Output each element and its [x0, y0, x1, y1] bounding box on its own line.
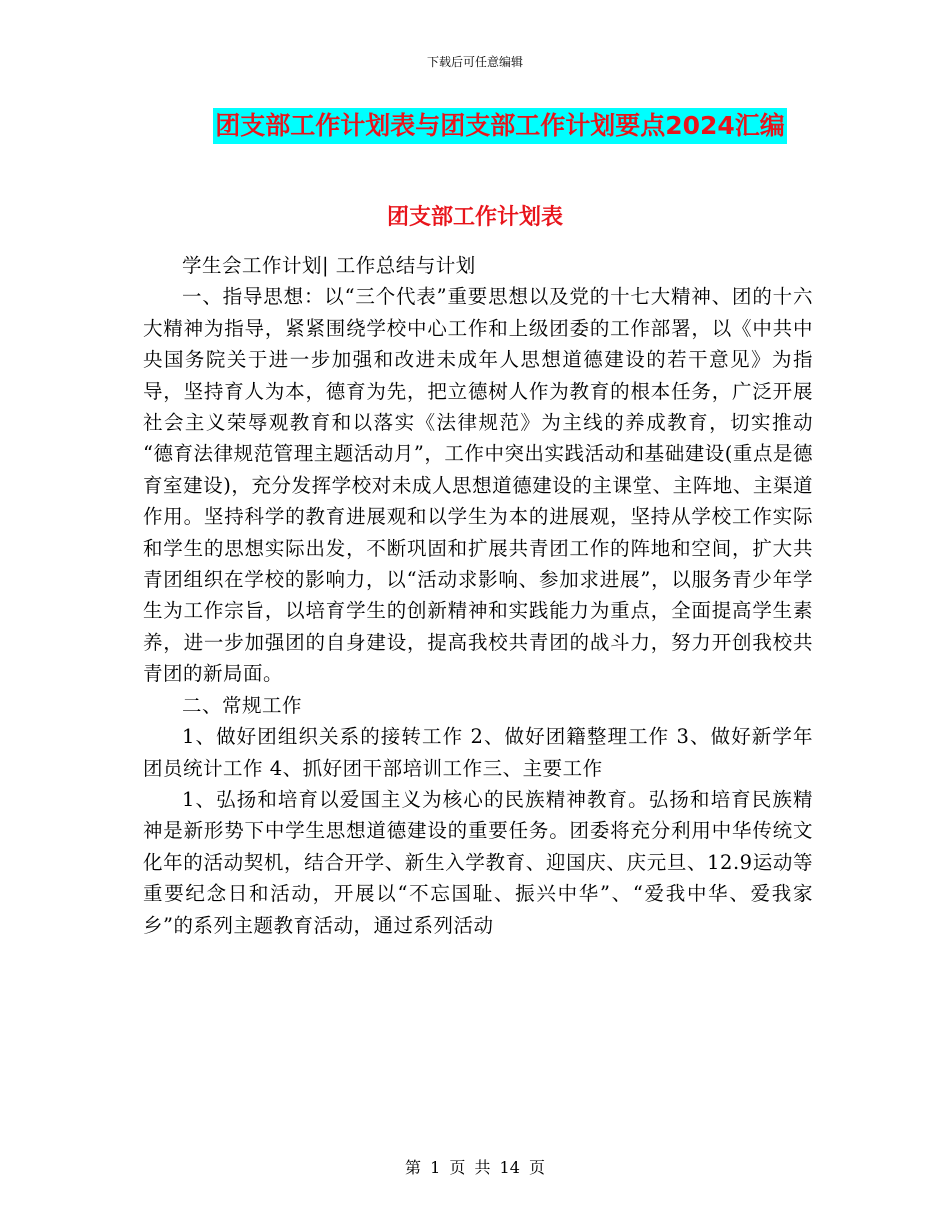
paragraph: 学生会工作计划| 工作总结与计划 — [182, 254, 476, 277]
document-title: 团支部工作计划表与团支部工作计划要点2024汇编 — [213, 108, 787, 144]
paragraph: 一、指导思想：以“三个代表”重要思想以及党的十七大精神、团的十六大精神为指导，紧紧围绕学校中心工作和上级团委的工作部署，以《中共中央国务院关于进一步加强和改进未成年人思想道德建设的若干意见》为指导，坚持育人为本，德育为先，把立德树人作为教育的根本任务，广泛开展社会主义荣辱观教育和以落实《法律规范》为主线的养成教育，切实推动 “德育法律规范管理主题活动月”，工作中突出实践活动和基础建设(重点是德育室建设)，充分发挥学校对未成人思想道德建设的主课堂、主阵地、主渠道作用。坚持科学的教育进展观和以学生为本的进展观，坚持从学校工作实际和学生的思想实际出发，不断巩固和扩展共青团工作的阵地和空间，扩大共青团组织在学校的影响力，以“活动求影响、参加求进展”，以服务青少年学生为工作宗旨，以培育学生的创新精神和实践能力为重点，全面提高学生素养，进一步加强团的自身建设，提高我校共青团的战斗力，努力开创我校共青团的新局面。 — [143, 285, 813, 686]
paragraph: 二、常规工作 — [182, 693, 303, 717]
page-number-footer: 第 1 页 共 14 页 — [405, 1158, 545, 1177]
paragraph: 1、弘扬和培育以爱国主义为核心的民族精神教育。弘扬和培育民族精神是新形势下中学生思想道德建设的重要任务。团委将充分利用中华传统文化年的活动契机，结合开学、新生入学教育、迎国庆、庆元旦、12.9运动等重要纪念日和活动，开展以“不忘国耻、振兴中华”、“爱我中华、爱我家乡”的系列主题教育活动，通过系列活动 — [143, 787, 813, 937]
page-header-note: 下载后可任意编辑 — [426, 55, 523, 69]
document-title-wrap — [0, 108, 950, 144]
paragraph: 1、做好团组织关系的接转工作 2、做好团籍整理工作 3、做好新学年团员统计工作 4、抓好团干部培训工作三、主要工作 — [143, 725, 813, 780]
section-title: 团支部工作计划表 — [386, 205, 563, 230]
document-body — [143, 250, 813, 941]
